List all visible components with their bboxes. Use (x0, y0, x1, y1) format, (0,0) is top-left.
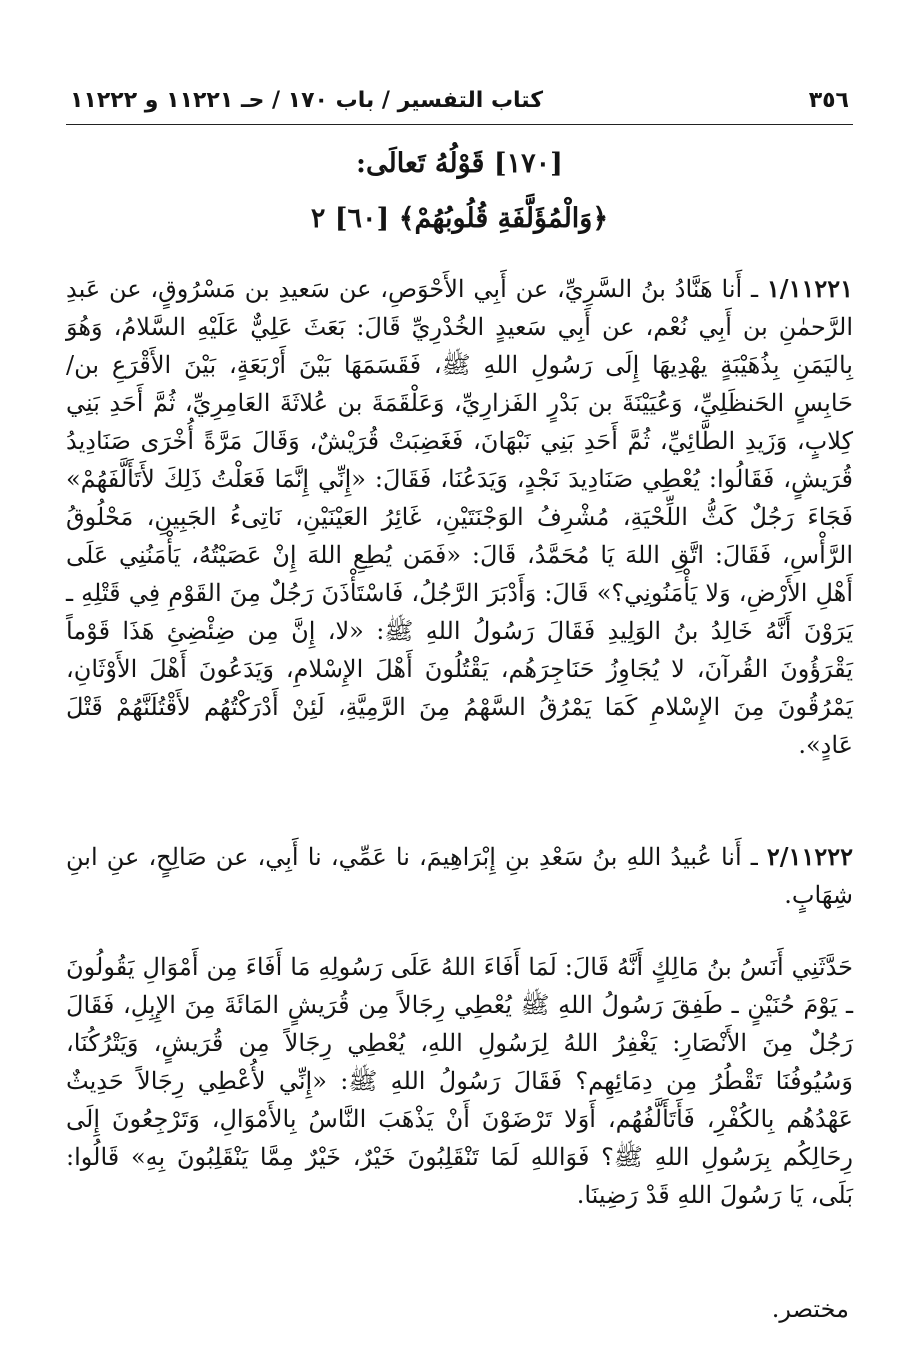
hadith-2-number: ٢/١١٢٢٢ (766, 842, 853, 871)
hadith-2-body-paragraph (66, 948, 853, 1214)
hadith-1-number: ١/١١٢٢١ (766, 274, 854, 303)
chapter-heading: [١٧٠] قَوْلُهُ تَعالَى: (356, 148, 563, 179)
hadith-2-text: ـ أَنا عُبيدُ اللهِ بنُ سَعْدِ بنِ إِبْرَاهِيمَ، نا عَمِّي، نا أَبِي، عن صَالِحٍ، عنِ ابنِ شِهَابٍ. (66, 843, 853, 909)
footnote: مختصر. (771, 1295, 849, 1323)
running-header (66, 80, 853, 125)
hadith-1-text: ـ أَنا هَنَّادُ بنُ السَّرِيِّ، عن أَبِي الأَحْوَصِ، عن سَعيدِ بن مَسْرُوقٍ، عن عَبدِ الرَّحمٰنِ بن أَبِي نُعْم، عن أَبِي سَعيدٍ الخُدْرِيِّ قَالَ: بَعَثَ عَلِيٌّ عَلَيْهِ السَّلامُ، وَهُوَ بِاليَمَنِ بِذُهَيْبَةٍ يهْدِيهَا إِلَى رَسُولِ اللهِ ﷺ، فَقَسَمَهَا بَيْنَ أَرْبَعَةٍ، بَيْنَ الأَقْرَعِ بن/ حَابِسٍ الحَنظَلِيِّ، وَعُيَيْنَةَ بن بَدْرٍ الفَزارِيِّ، وَعَلْقَمَةَ بن عُلاثَةَ العَامِرِيِّ، ثُمَّ أَحَدِ بَنِي كِلابٍ، وَزَيدِ الطَّائِيِّ، ثُمَّ أَحَدِ بَنِي نَبْهَانَ، فَغَضِبَتْ قُرَيْشٌ، وَقَالَ مَرَّةً أُخْرَى صَنَادِيدُ قُرَيشٍ، فَقَالُوا: يُعْطِي صَنَادِيدَ نَجْدٍ، وَيَدَعُنَا، فَقَالَ: «إِنِّي إِنَّمَا فَعَلْتُ ذَلِكَ لأَتَأَلَّفَهُمْ» فَجَاءَ رَجُلٌ كَثُّ اللِّحْيَةِ، مُشْرِفُ الوَجْنَتَيْنِ، غَائِرُ العَيْنَيْنِ، نَاتِىءُ الجَبِينِ، مَحْلُوقُ الرَّأْسِ، فَقَالَ: اتَّقِ اللهَ يَا مُحَمَّدُ، قَالَ: «فَمَن يُطِعِ اللهَ إِنْ عَصَيْتُهُ، يَأْمَنُنِي عَلَى أَهْلِ الأَرْضِ، وَلا يَأْمَنُونِي؟» قَالَ: وَأَدْبَرَ الرَّجُلُ، فَاسْتَأْذَنَ رَجُلٌ مِنَ القَوْمِ فِي قَتْلِهِ ـ يَرَوْنَ أَنَّهُ خَالِدُ بنُ الوَلِيدِ فَقَالَ رَسُولُ اللهِ ﷺ: «لا، إِنَّ مِن ضِئْضِئِ هَذَا قَوْماً يَقْرَؤُونَ القُرآنَ، لا يُجَاوِزُ حَنَاجِرَهُم، يَقْتُلُونَ أَهْلَ الإِسْلامِ، وَيَدَعُونَ أَهْلَ الأَوْثَانِ، يَمْرُقُونَ مِنَ الإِسْلامِ كَمَا يَمْرُقُ السَّهْمُ مِنَ الرَّمِيَّةِ، لَئِنْ أَدْرَكْتُهُم لأَقْتُلَنَّهُمْ قَتْلَ عَادٍ». (66, 275, 853, 759)
hadith-2-paragraph (66, 838, 853, 914)
page-number: ٣٥٦ (808, 88, 849, 113)
hadith-1-paragraph (66, 270, 853, 764)
header-title: كتاب التفسير / باب ١٧٠ / حـ ١١٢٢١ و ١١٢٢٢ (70, 88, 544, 113)
hadith-2-body: حَدَّثَنِي أَنَسُ بنُ مَالِكٍ أَنَّهُ قَالَ: لَمَا أَفَاءَ اللهُ عَلَى رَسُولِهِ مَا أَفَاءَ مِن أَمْوَالِ يَقُولُونَ ـ يَوْمَ حُنَيْنٍ ـ طَفِقَ رَسُولُ اللهِ ﷺ يُعْطِي رِجَالاً مِن قُرَيشٍ المَائَةَ مِنَ الإِبِلِ، فَقَالَ رَجُلٌ مِنَ الأَنْصَارِ: يَغْفِرُ اللهُ لِرَسُولِ اللهِ، يُعْطِي رِجَالاً مِن قُرَيشٍ، وَيَتْرُكُنَا، وَسُيُوفُنَا تَقْطُرُ مِن دِمَائِهِم؟ فَقَالَ رَسُولُ اللهِ ﷺ: «إِنِّي لأُعْطِي رِجَالاً حَدِيثٌ عَهْدُهُم بِالكُفْرِ، فَأَتَأَلَّفُهُم، أَوَلا تَرْضَوْنَ أَنْ يَذْهَبَ النَّاسُ بِالأَمْوَالِ، وَتَرْجِعُونَ إِلَى رِحَالِكُم بِرَسُولِ اللهِ ﷺ؟ فَوَاللهِ لَمَا تَنْقَلِبُونَ خَيْرٌ، خَيْرٌ مِمَّا يَنْقَلِبُونَ بِهِ» قَالُوا: بَلَى، يَا رَسُولَ اللهِ قَدْ رَضِينَا. (66, 953, 854, 1209)
verse-line: ﴿وَالْمُؤَلَّفَةِ قُلُوبُهُمْ﴾ [٦٠] ٢ (310, 203, 609, 234)
